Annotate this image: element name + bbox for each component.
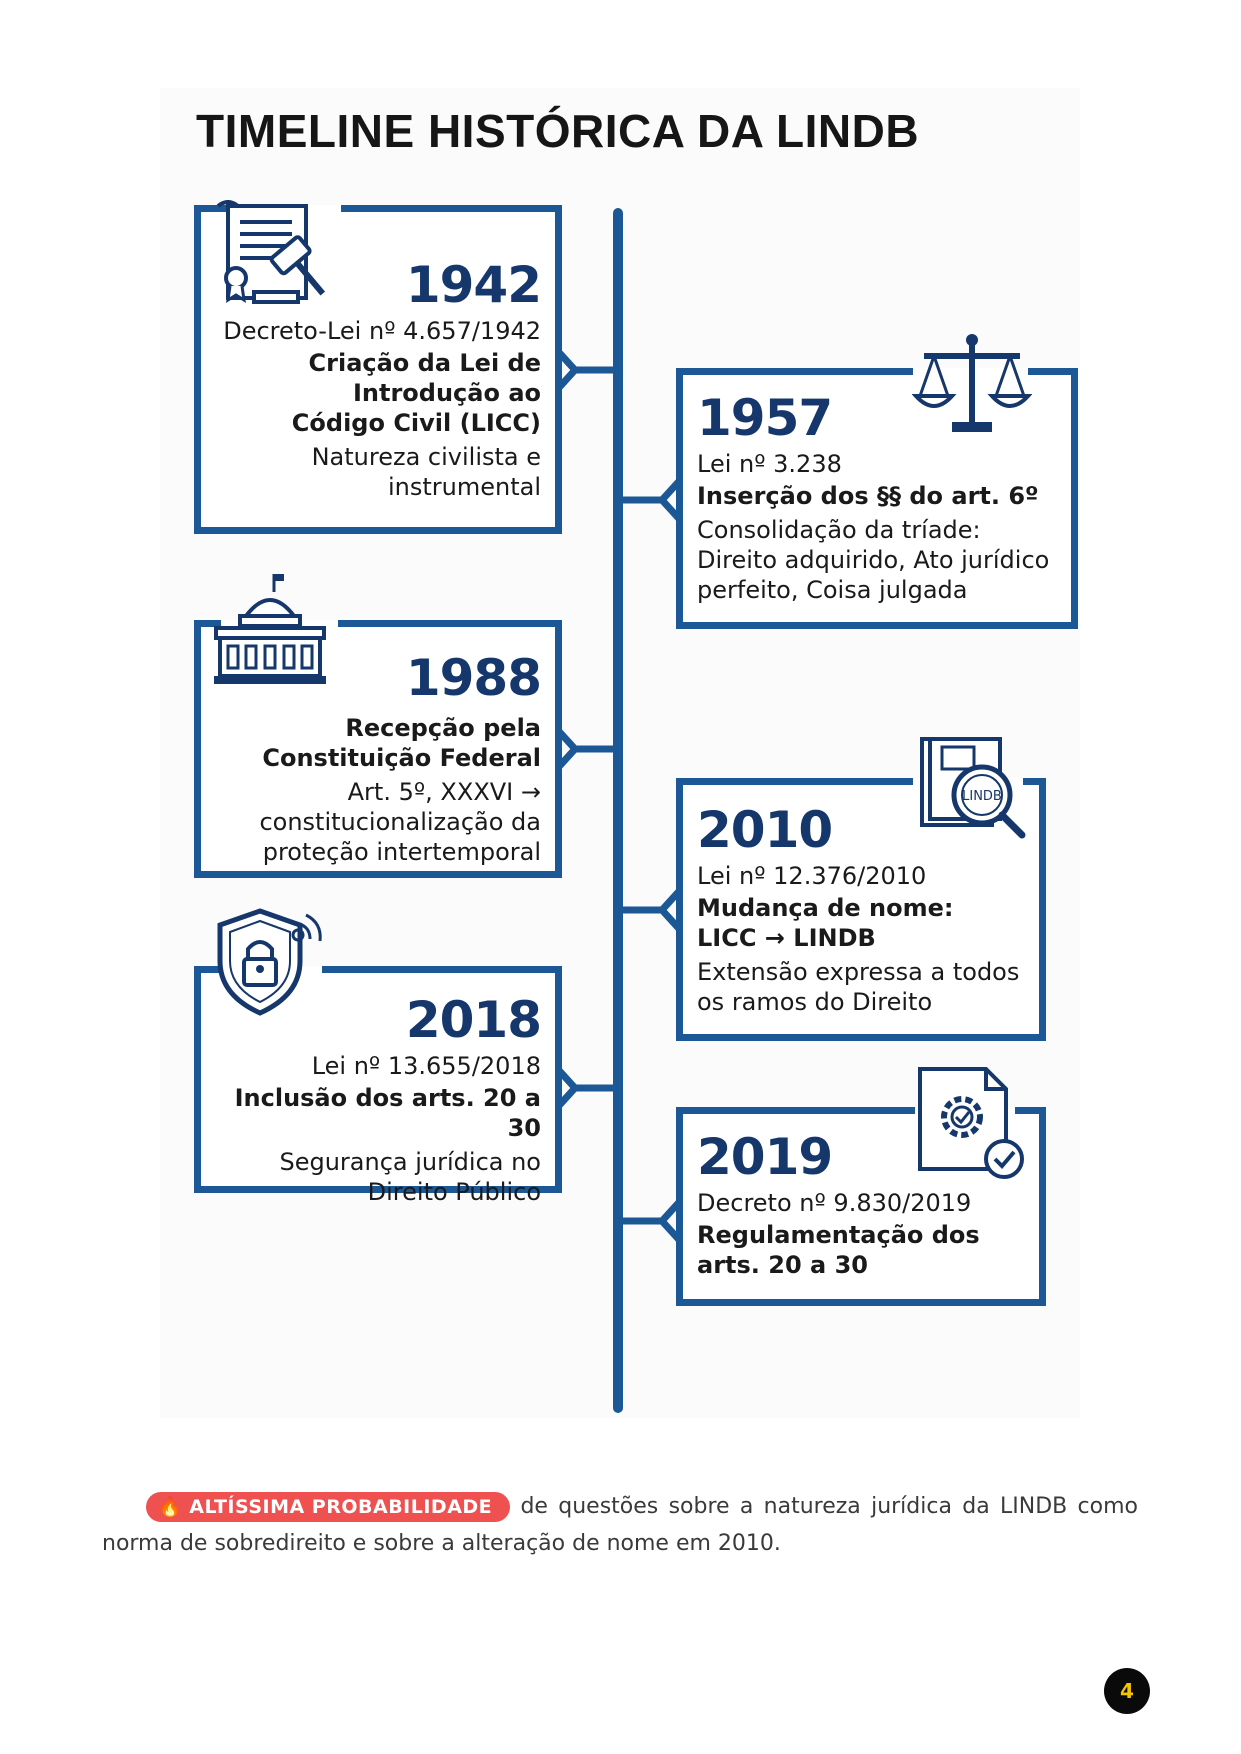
event-year: 2010: [697, 801, 833, 859]
shield-lock-icon: [210, 905, 335, 1024]
document-gear-check-icon: [916, 1065, 1031, 1189]
connector-2010: [618, 885, 683, 935]
event-law: Lei nº 12.376/2010: [697, 862, 927, 890]
event-title-line: Inclusão dos arts. 20 a 30: [234, 1084, 541, 1142]
event-title-line: Código Civil (LICC): [291, 409, 541, 437]
event-description-line: Segurança jurídica no: [279, 1148, 541, 1176]
icon-lindb-label: LINDB: [962, 789, 1002, 804]
event-year: 2019: [697, 1128, 833, 1186]
event-description-line: instrumental: [387, 473, 541, 501]
high-probability-badge: [146, 1492, 510, 1522]
probability-note: [102, 1488, 1138, 1562]
event-description-line: Natureza civilista e: [311, 443, 541, 471]
event-description-line: Consolidação da tríade:: [697, 516, 981, 544]
event-year: 1957: [697, 389, 833, 447]
event-description-line: os ramos do Direito: [697, 988, 933, 1016]
infographic-title: TIMELINE HISTÓRICA DA LINDB: [196, 105, 920, 157]
event-title-line: arts. 20 a 30: [697, 1251, 868, 1279]
connector-2018: [555, 1063, 620, 1113]
event-year: 1942: [405, 256, 541, 314]
event-title-line: Recepção pela: [345, 714, 541, 742]
scales-of-justice-icon: [912, 330, 1032, 444]
event-law: Lei nº 3.238: [697, 450, 842, 478]
event-title-line: Constituição Federal: [262, 744, 541, 772]
event-law: Decreto nº 9.830/2019: [697, 1189, 972, 1217]
event-title-line: Introdução ao: [352, 379, 541, 407]
capitol-building-icon: [210, 570, 330, 694]
badge-label: ALTÍSSIMA PROBABILIDADE: [189, 1496, 493, 1518]
connector-1957: [618, 475, 683, 525]
event-description-line: Art. 5º, XXXVI →: [347, 778, 541, 806]
legal-document-gavel-icon: [210, 200, 345, 314]
connector-1988: [555, 724, 620, 774]
event-description-line: Direito Público: [367, 1178, 541, 1206]
note-text: de questões sobre a natureza jurídica da LINDB como norma de sobredireito e sobre a alteração de nome em 2010.: [102, 1494, 1138, 1556]
event-description-line: perfeito, Coisa julgada: [697, 576, 968, 604]
event-year: 2018: [405, 991, 541, 1049]
page-number: 4: [1104, 1668, 1150, 1714]
book-magnifier-icon: [916, 735, 1036, 849]
event-description-line: Direito adquirido, Ato jurídico: [697, 546, 1050, 574]
fire-icon: 🔥: [158, 1496, 183, 1518]
event-law: Lei nº 13.655/2018: [311, 1052, 541, 1080]
event-law: Decreto-Lei nº 4.657/1942: [223, 317, 541, 345]
event-year: 1988: [405, 649, 541, 707]
connector-2019: [618, 1196, 683, 1246]
event-title-line: Inserção dos §§ do art. 6º: [697, 482, 1039, 510]
event-title-line: Regulamentação dos: [697, 1221, 980, 1249]
event-title-line: LICC → LINDB: [697, 924, 876, 952]
event-description-line: proteção intertemporal: [262, 838, 541, 866]
event-title-line: Mudança de nome:: [697, 894, 954, 922]
event-title-line: Criação da Lei de: [308, 349, 541, 377]
connector-1942: [555, 345, 620, 395]
event-description-line: Extensão expressa a todos: [697, 958, 1020, 986]
event-description-line: constitucionalização da: [259, 808, 541, 836]
